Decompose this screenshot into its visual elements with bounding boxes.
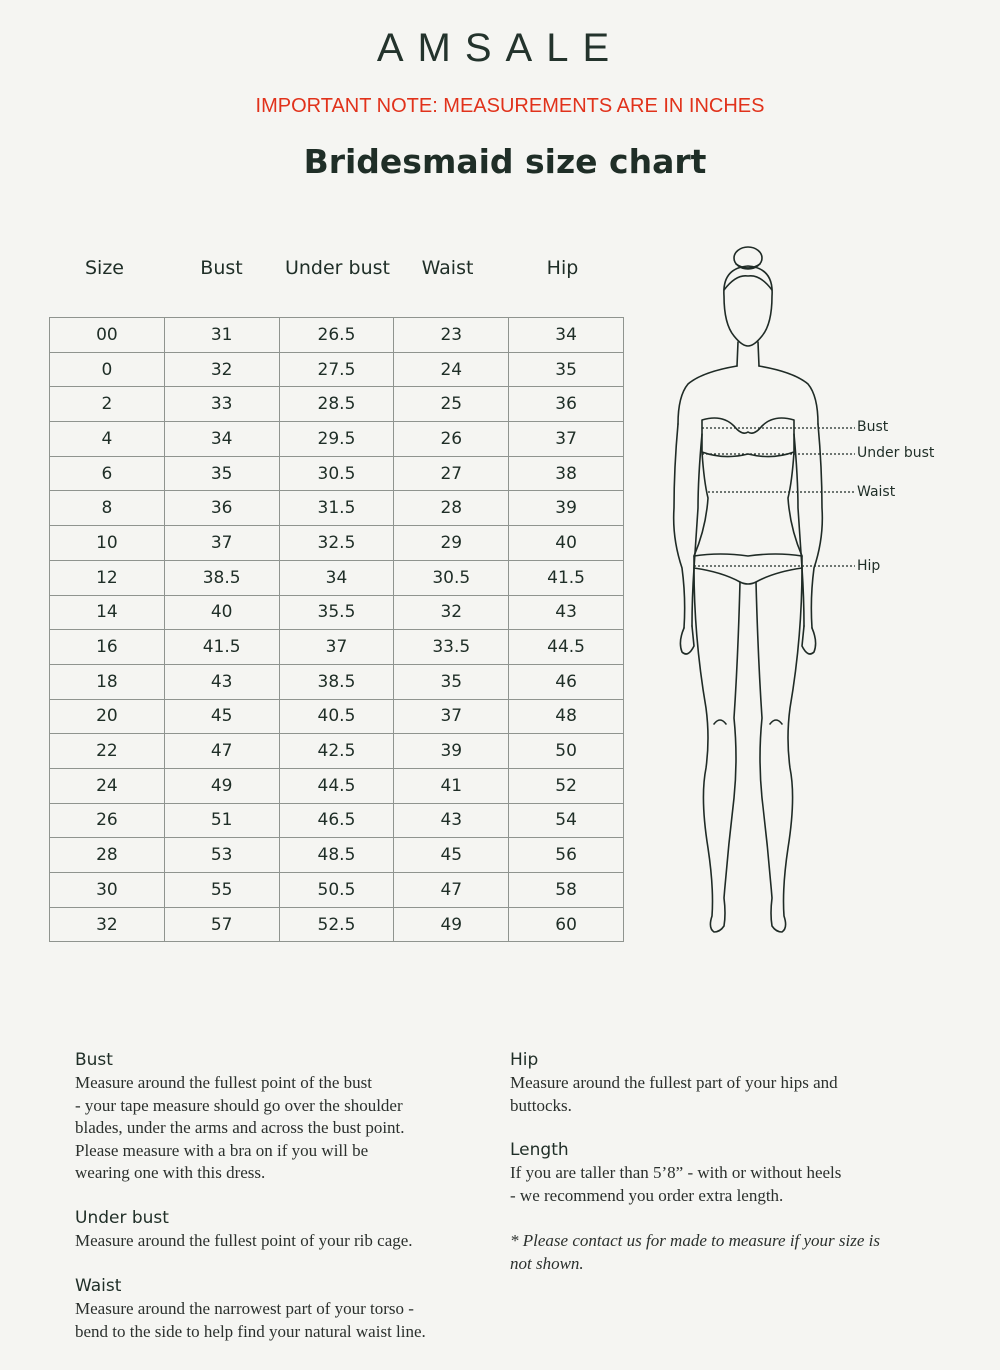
table-cell: 24 (50, 768, 165, 803)
table-cell: 36 (509, 387, 624, 422)
table-cell: 26 (394, 422, 509, 457)
table-cell: 48.5 (279, 838, 394, 873)
size-table (49, 317, 624, 942)
figure-label-under-bust: Under bust (857, 445, 935, 461)
table-row (50, 838, 624, 873)
table-cell: 32 (164, 352, 279, 387)
table-cell: 35 (509, 352, 624, 387)
figure-label-waist: Waist (857, 484, 896, 500)
table-cell: 28 (50, 838, 165, 873)
table-row (50, 491, 624, 526)
table-cell: 58 (509, 873, 624, 908)
table-cell: 47 (164, 734, 279, 769)
table-cell: 34 (164, 422, 279, 457)
table-cell: 20 (50, 699, 165, 734)
table-cell: 30.5 (279, 456, 394, 491)
table-cell: 28.5 (279, 387, 394, 422)
table-cell: 41.5 (164, 630, 279, 665)
table-cell: 42.5 (279, 734, 394, 769)
table-row (50, 560, 624, 595)
table-cell: 40 (164, 595, 279, 630)
table-cell: 6 (50, 456, 165, 491)
table-row (50, 387, 624, 422)
table-row (50, 422, 624, 457)
table-cell: 41.5 (509, 560, 624, 595)
table-row (50, 526, 624, 561)
table-cell: 22 (50, 734, 165, 769)
table-cell: 39 (394, 734, 509, 769)
table-row (50, 803, 624, 838)
figure-label-bust: Bust (857, 419, 889, 435)
table-cell: 32 (394, 595, 509, 630)
table-row (50, 630, 624, 665)
table-cell: 49 (394, 907, 509, 942)
table-cell: 34 (279, 560, 394, 595)
table-cell: 50.5 (279, 873, 394, 908)
guide-text-waist: Measure around the narrowest part of your torso - bend to the side to help find your natural waist line. (75, 1299, 426, 1341)
table-cell: 45 (164, 699, 279, 734)
table-cell: 43 (164, 664, 279, 699)
table-row (50, 352, 624, 387)
table-cell: 27 (394, 456, 509, 491)
guide-text-length: If you are taller than 5’8” - with or without heels - we recommend you order extra length. (510, 1163, 842, 1205)
table-cell: 37 (509, 422, 624, 457)
table-cell: 52 (509, 768, 624, 803)
table-row (50, 768, 624, 803)
table-cell: 16 (50, 630, 165, 665)
table-cell: 35 (164, 456, 279, 491)
table-cell: 38 (509, 456, 624, 491)
table-cell: 49 (164, 768, 279, 803)
page-title: Bridesmaid size chart (303, 142, 707, 181)
table-cell: 53 (164, 838, 279, 873)
table-cell: 46 (509, 664, 624, 699)
table-cell: 50 (509, 734, 624, 769)
table-cell: 41 (394, 768, 509, 803)
table-cell: 8 (50, 491, 165, 526)
table-row (50, 699, 624, 734)
table-cell: 55 (164, 873, 279, 908)
table-cell: 44.5 (279, 768, 394, 803)
table-row (50, 456, 624, 491)
table-cell: 14 (50, 595, 165, 630)
table-cell: 40 (509, 526, 624, 561)
table-cell: 31 (164, 318, 279, 353)
table-cell: 57 (164, 907, 279, 942)
measurement-note: IMPORTANT NOTE: MEASUREMENTS ARE IN INCHES (255, 95, 765, 117)
body-outline-illustration (650, 238, 950, 968)
guide-text-under-bust: Measure around the fullest point of your rib cage. (75, 1231, 413, 1250)
table-cell: 33.5 (394, 630, 509, 665)
guide-text-hip: Measure around the fullest part of your hips and buttocks. (510, 1073, 838, 1115)
column-header-size: Size (84, 257, 124, 279)
table-cell: 33 (164, 387, 279, 422)
table-cell: 37 (279, 630, 394, 665)
table-cell: 51 (164, 803, 279, 838)
table-cell: 38.5 (164, 560, 279, 595)
guide-heading-bust: Bust (75, 1050, 113, 1070)
table-cell: 0 (50, 352, 165, 387)
table-cell: 31.5 (279, 491, 394, 526)
body-figure (650, 238, 950, 968)
table-cell: 38.5 (279, 664, 394, 699)
figure-label-hip: Hip (857, 558, 881, 574)
table-cell: 12 (50, 560, 165, 595)
guide-heading-under-bust: Under bust (75, 1208, 169, 1228)
table-cell: 26 (50, 803, 165, 838)
column-header-under-bust: Under bust (284, 257, 390, 279)
table-cell: 40.5 (279, 699, 394, 734)
brand-logo: AMSALE (376, 26, 624, 70)
table-cell: 4 (50, 422, 165, 457)
table-row (50, 595, 624, 630)
table-row (50, 664, 624, 699)
table-cell: 37 (394, 699, 509, 734)
table-cell: 26.5 (279, 318, 394, 353)
table-cell: 43 (509, 595, 624, 630)
guide-heading-length: Length (510, 1140, 569, 1160)
column-header-hip: Hip (546, 257, 579, 279)
table-cell: 56 (509, 838, 624, 873)
table-cell: 27.5 (279, 352, 394, 387)
guide-heading-hip: Hip (510, 1050, 539, 1070)
table-cell: 44.5 (509, 630, 624, 665)
column-header-bust: Bust (200, 257, 243, 279)
table-cell: 60 (509, 907, 624, 942)
table-row (50, 734, 624, 769)
table-cell: 29 (394, 526, 509, 561)
table-cell: 18 (50, 664, 165, 699)
table-cell: 32 (50, 907, 165, 942)
table-cell: 30 (50, 873, 165, 908)
table-cell: 30.5 (394, 560, 509, 595)
table-cell: 23 (394, 318, 509, 353)
guide-text-bust: Measure around the fullest point of the bust - your tape measure should go over the shoulder blades, under the arms and across the bust point. Please measure with a bra on if you will be wearing one with this dress. (75, 1073, 405, 1183)
table-cell: 10 (50, 526, 165, 561)
table-cell: 34 (509, 318, 624, 353)
table-cell: 35.5 (279, 595, 394, 630)
table-cell: 28 (394, 491, 509, 526)
table-cell: 32.5 (279, 526, 394, 561)
table-cell: 46.5 (279, 803, 394, 838)
table-cell: 52.5 (279, 907, 394, 942)
table-row (50, 318, 624, 353)
table-cell: 2 (50, 387, 165, 422)
table-cell: 36 (164, 491, 279, 526)
table-cell: 29.5 (279, 422, 394, 457)
table-cell: 24 (394, 352, 509, 387)
table-cell: 48 (509, 699, 624, 734)
table-cell: 43 (394, 803, 509, 838)
table-cell: 00 (50, 318, 165, 353)
table-cell: 47 (394, 873, 509, 908)
table-row (50, 907, 624, 942)
table-cell: 25 (394, 387, 509, 422)
table-cell: 35 (394, 664, 509, 699)
table-cell: 39 (509, 491, 624, 526)
column-header-waist: Waist (421, 257, 474, 279)
table-cell: 37 (164, 526, 279, 561)
table-row (50, 873, 624, 908)
table-cell: 54 (509, 803, 624, 838)
guide-footnote: * Please contact us for made to measure if your size is not shown. (510, 1231, 881, 1273)
table-cell: 45 (394, 838, 509, 873)
guide-heading-waist: Waist (75, 1276, 122, 1296)
